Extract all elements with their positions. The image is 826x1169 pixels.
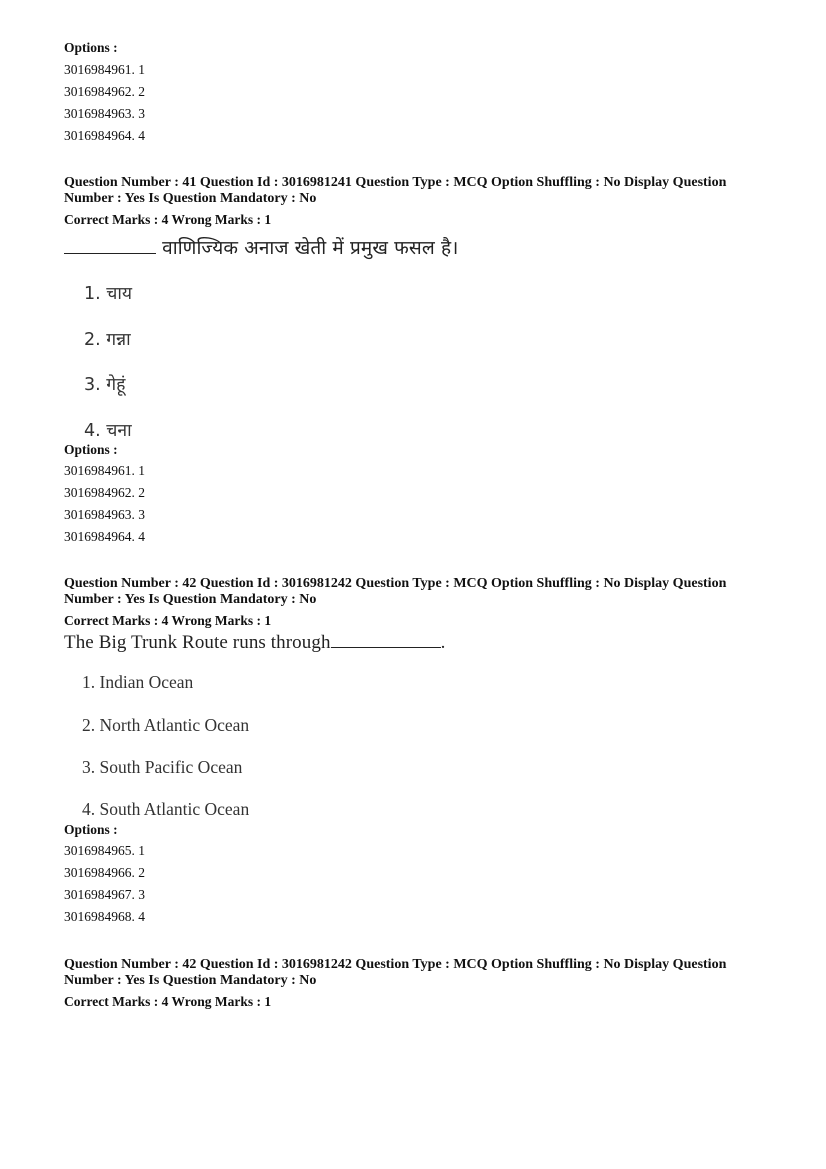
marks-line: Correct Marks : 4 Wrong Marks : 1 <box>64 212 272 227</box>
choice-item: 1. Indian Ocean <box>82 672 194 692</box>
choice-item: 1. चाय <box>84 284 133 304</box>
fill-blank <box>64 253 156 254</box>
options-label: Options : <box>64 40 118 55</box>
option-id: 3016984964. 4 <box>64 128 145 143</box>
option-id: 3016984966. 2 <box>64 865 145 880</box>
choice-item: 4. चना <box>84 421 132 441</box>
option-id: 3016984965. 1 <box>64 843 145 858</box>
option-id: 3016984962. 2 <box>64 485 145 500</box>
choice-item: 3. गेहूं <box>84 375 126 395</box>
marks-line: Correct Marks : 4 Wrong Marks : 1 <box>64 994 272 1009</box>
option-id: 3016984961. 1 <box>64 463 145 478</box>
question-header-line: Question Number : 41 Question Id : 3016981241 Question Type : MCQ Option Shuffling : No Display Question <box>64 175 727 190</box>
question-header-line: Question Number : 42 Question Id : 3016981242 Question Type : MCQ Option Shuffling : No Display Question <box>64 957 727 972</box>
question-41-header <box>64 175 764 207</box>
question-text-content: वाणिज्यिक अनाज खेती में प्रमुख फसल है। <box>162 237 459 259</box>
question-header-line: Number : Yes Is Question Mandatory : No <box>64 592 317 607</box>
question-42-header <box>64 576 764 608</box>
option-id: 3016984967. 3 <box>64 887 145 902</box>
choice-item: 2. गन्ना <box>84 330 131 350</box>
fill-blank <box>331 647 441 648</box>
choice-item: 4. South Atlantic Ocean <box>82 799 250 819</box>
option-id: 3016984968. 4 <box>64 909 145 924</box>
question-text-content: The Big Trunk Route runs through <box>64 632 331 653</box>
option-id: 3016984964. 4 <box>64 529 145 544</box>
marks-line: Correct Marks : 4 Wrong Marks : 1 <box>64 613 272 628</box>
options-label: Options : <box>64 442 118 457</box>
question-text-end: . <box>440 632 446 653</box>
question-42-text <box>64 632 445 654</box>
option-id: 3016984962. 2 <box>64 84 145 99</box>
question-41-text <box>64 234 458 260</box>
choice-item: 3. South Pacific Ocean <box>82 757 243 777</box>
question-header-line: Question Number : 42 Question Id : 3016981242 Question Type : MCQ Option Shuffling : No Display Question <box>64 576 727 591</box>
option-id: 3016984963. 3 <box>64 507 145 522</box>
option-id: 3016984961. 1 <box>64 62 145 77</box>
question-header-line: Number : Yes Is Question Mandatory : No <box>64 191 317 206</box>
question-header-line: Number : Yes Is Question Mandatory : No <box>64 973 317 988</box>
choice-item: 2. North Atlantic Ocean <box>82 715 250 735</box>
question-42-repeat-header <box>64 957 764 989</box>
option-id: 3016984963. 3 <box>64 106 145 121</box>
options-label: Options : <box>64 822 118 837</box>
